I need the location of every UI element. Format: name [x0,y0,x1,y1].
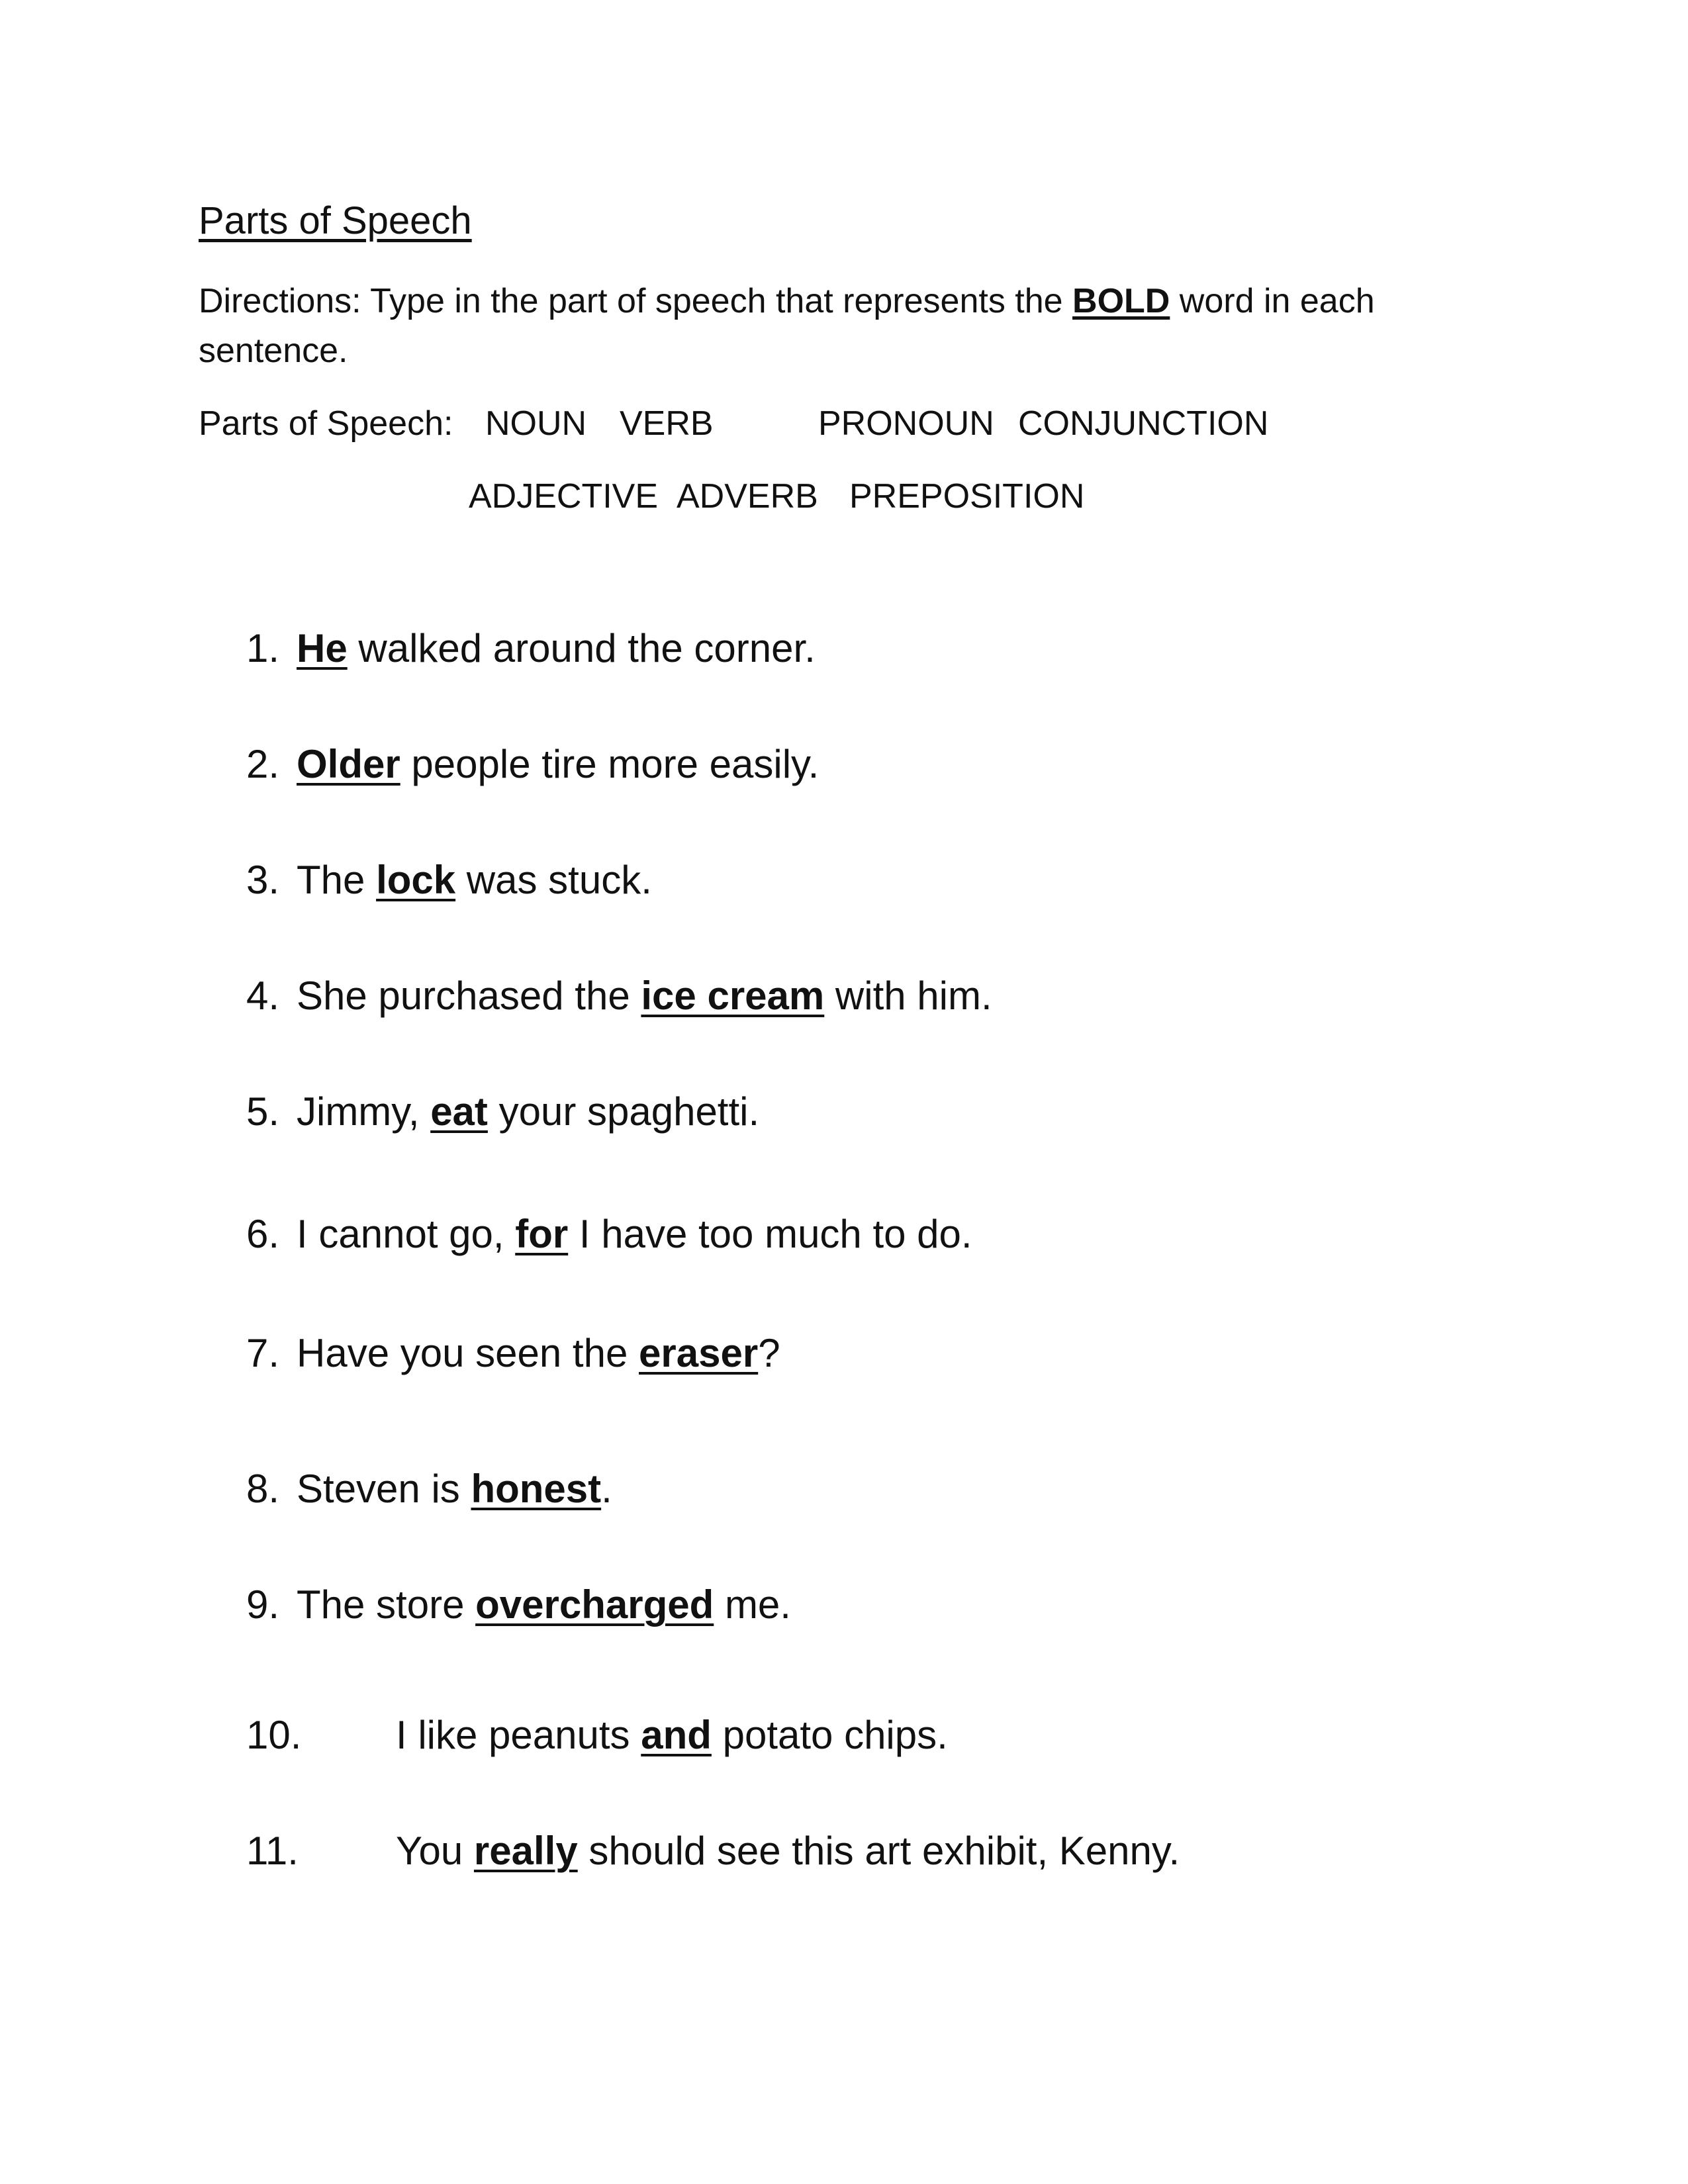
target-word: He [297,626,348,670]
sentence-before: You [396,1829,474,1873]
directions-text-after: word in each [1170,282,1375,320]
target-word: for [515,1212,569,1256]
target-word: lock [376,858,456,902]
sentence-11 [396,1828,1180,1874]
sentence-number: 11. [246,1829,299,1873]
page-title: Parts of Speech [199,199,472,242]
sentence-before: The [297,858,377,902]
sentence-1 [297,625,816,671]
sentence-9 [297,1582,791,1627]
target-word: Older [297,742,400,786]
pos-word-preposition: PREPOSITION [849,477,1085,516]
target-word: and [641,1713,712,1757]
sentence-10 [396,1712,948,1758]
directions-line-1 [199,281,1375,321]
target-word: honest [471,1467,602,1511]
sentence-before: Steven is [297,1467,471,1511]
sentence-6 [297,1211,972,1257]
sentence-before: Have you seen the [297,1331,639,1375]
target-word: really [473,1829,578,1873]
sentence-4 [297,973,992,1019]
sentence-after: I have too much to do. [568,1212,972,1256]
target-word: overcharged [475,1582,714,1627]
sentence-7 [297,1330,780,1376]
sentence-2 [297,741,819,787]
sentence-before: I cannot go, [297,1212,516,1256]
sentence-after: potato chips. [711,1713,948,1757]
directions-bold-word: BOLD [1072,282,1170,320]
sentence-number: 3. [246,858,280,902]
sentence-after: walked around the corner. [347,626,816,670]
sentence-before: The store [297,1582,476,1627]
sentence-after: people tire more easily. [400,742,820,786]
pos-word-verb: VERB [620,404,714,443]
sentence-after: your spaghetti. [487,1089,760,1134]
target-word: eraser [639,1331,759,1375]
sentence-before: She purchased the [297,974,641,1018]
sentence-number: 9. [246,1582,280,1627]
sentence-after: should see this art exhibit, Kenny. [577,1829,1180,1873]
sentence-number: 8. [246,1467,280,1511]
sentence-number: 1. [246,626,280,670]
sentence-after: ? [758,1331,780,1375]
sentence-5 [297,1089,759,1134]
directions-line-2: sentence. [199,332,348,370]
pos-word-conjunction: CONJUNCTION [1018,404,1269,443]
sentence-number: 2. [246,742,280,786]
sentence-3 [297,857,652,903]
sentence-number: 4. [246,974,280,1018]
sentence-before: I like peanuts [396,1713,641,1757]
target-word: eat [430,1089,488,1134]
sentence-after: . [601,1467,612,1511]
sentence-after: me. [714,1582,791,1627]
directions-text-before: Directions: Type in the part of speech that represents the [199,282,1073,320]
sentence-number: 6. [246,1212,280,1256]
sentence-number: 5. [246,1089,280,1134]
pos-word-noun: NOUN [485,404,587,443]
target-word: ice cream [641,974,825,1018]
sentence-8 [297,1466,612,1512]
pos-word-adverb: ADVERB [677,477,818,516]
pos-word-pronoun: PRONOUN [818,404,994,443]
pos-word-adjective: ADJECTIVE [469,477,659,516]
sentence-after: with him. [824,974,992,1018]
parts-of-speech-label: Parts of Speech: [199,404,453,443]
sentence-before: Jimmy, [297,1089,431,1134]
sentence-after: was stuck. [455,858,652,902]
sentence-number: 10. [246,1713,302,1757]
sentence-number: 7. [246,1331,280,1375]
